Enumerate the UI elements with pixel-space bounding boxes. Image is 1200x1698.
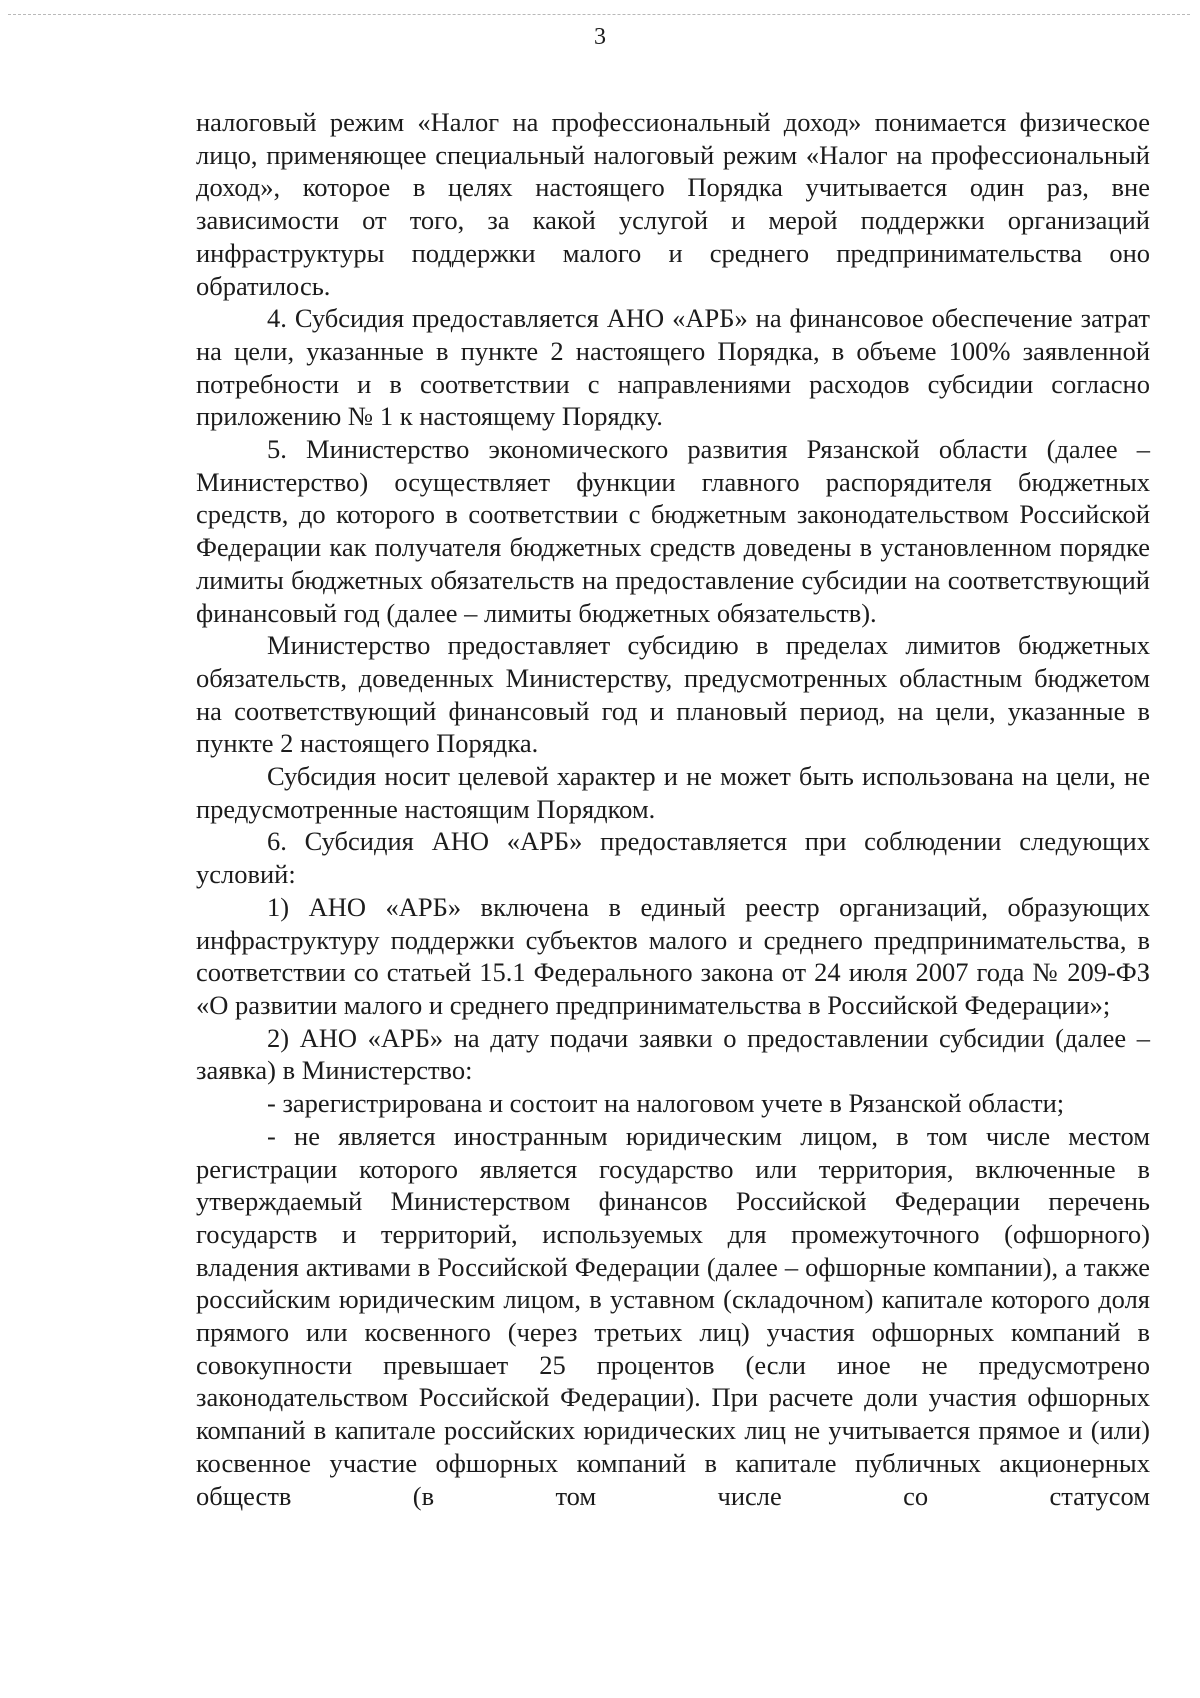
paragraph-condition-1-registry: 1) АНО «АРБ» включена в единый реестр организаций, образующих инфраструктуру поддержки субъектов малого и среднего предпринимательства, в соответствии со статьей 15.1 Федерального закона от 24 июля 2007 года № 209-ФЗ «О развитии малого и среднего предпринимательства в Российской Федерации»; — [196, 891, 1150, 1020]
paragraph-subsidy-purpose: Субсидия носит целевой характер и не может быть использована на цели, не предусмотренные настоящим Порядком. — [196, 761, 1150, 824]
paragraph-condition-2-application: 2) АНО «АРБ» на дату подачи заявки о предоставлении субсидии (далее – заявка) в Министерство: — [196, 1022, 1150, 1086]
scan-edge-line — [8, 14, 1190, 15]
paragraph-tax-regime-continuation: налоговый режим «Налог на профессиональный доход» понимается физическое лицо, применяющее специальный налоговый режим «Налог на профессиональный доход», которое в целях настоящего Порядка учитывается один раз, вне зависимости от того, за какой услугой и мерой поддержки организаций инфраструктуры поддержки малого и среднего предпринимательства оно обратилось. — [196, 107, 1150, 301]
paragraph-item-4-subsidy: 4. Субсидия предоставляется АНО «АРБ» на финансовое обеспечение затрат на цели, указанные в пункте 2 настоящего Порядка, в объеме 100% заявленной потребности и в соответствии с направлениями расходов субсидии согласно приложению № 1 к настоящему Порядку. — [196, 303, 1150, 432]
paragraph-bullet-not-foreign: - не является иностранным юридическим лицом, в том числе местом регистрации которого является государство или территория, включенные в утверждаемый Министерством финансов Российской Федерации перечень государств и территорий, используемых для промежуточного (офшорного) владения активами в Российской Федерации (далее – офшорные компании), а также российским юридическим лицом, в уставном (складочном) капитале которого доля прямого или косвенного (через третьих лиц) участия офшорных компаний в совокупности превышает 25 процентов (если иное не предусмотрено законодательством Российской Федерации). При расчете доли участия офшорных компаний в капитале российских юридических лиц не учитывается прямое и (или) косвенное участие офшорных компаний в капитале публичных акционерных обществ (в том числе со статусом — [196, 1120, 1150, 1511]
page-number: 3 — [594, 24, 606, 50]
paragraph-bullet-registered: - зарегистрирована и состоит на налоговом учете в Рязанской области; — [267, 1088, 1065, 1119]
paragraph-ministry-provides: Министерство предоставляет субсидию в пределах лимитов бюджетных обязательств, доведенных Министерству, предусмотренных областным бюджетом на соответствующий финансовый год и плановый период, на цели, указанные в пункте 2 настоящего Порядка. — [196, 630, 1150, 759]
paragraph-item-6-conditions: 6. Субсидия АНО «АРБ» предоставляется при соблюдении следующих условий: — [196, 826, 1150, 890]
paragraph-item-5-ministry: 5. Министерство экономического развития Рязанской области (далее – Министерство) осуществляет функции главного распорядителя бюджетных средств, до которого в соответствии с бюджетным законодательством Российской Федерации как получателя бюджетных средств доведены в установленном порядке лимиты бюджетных обязательств на предоставление субсидии на соответствующий финансовый год (далее – лимиты бюджетных обязательств). — [196, 434, 1150, 628]
document-body — [196, 106, 1150, 1512]
